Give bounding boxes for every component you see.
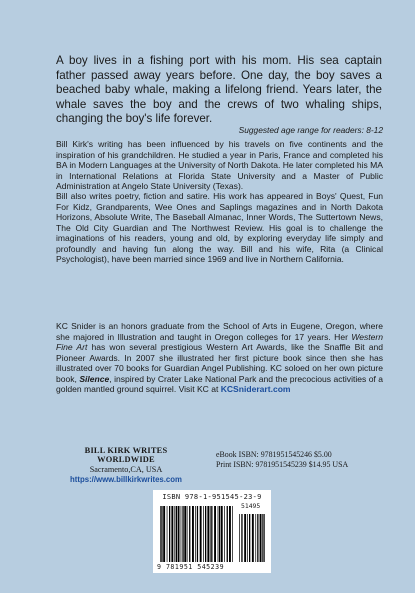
publisher-website-link[interactable]: https://www.billkirkwrites.com <box>70 475 182 484</box>
book-synopsis: A boy lives in a fishing port with his mom. His sea captain father passed away years before. One day, the boy saves a beached baby whale, making a lifelong friend. Years later, the whale saves the boy and the crews of two whaling ships, changing the boy's life forever. <box>56 54 382 126</box>
illustrator-bio-part1: KC Snider is an honors graduate from the School of Arts in Eugene, Oregon, where she majored in Illustration and taught in Oregon colleges for 17 years. Her <box>56 321 383 342</box>
western-fine-art-title: Western Fine Art <box>56 331 383 353</box>
illustrator-website-link[interactable]: KCSniderart.com <box>220 384 291 395</box>
barcode <box>153 490 271 573</box>
ebook-isbn: eBook ISBN: 9781951545246 $5.00 <box>216 450 332 459</box>
isbn-block <box>216 450 386 470</box>
illustrator-bio-part2: has won several prestigious Western Art Awards, like the Snaffle Bit and Pioneer Awards. In 2007 she illustrated her first picture book since then she has illustrated over 70 books for Guardian Angel Publishing. KC soloed on her own picture book, <box>56 342 383 384</box>
illustrator-bio-part3: , inspired by Crater Lake National Park and the precocious activities of a golden mantled ground squirrel. Visit KC at <box>56 373 383 395</box>
illustrator-bio <box>56 321 383 395</box>
author-bio-education: Bill Kirk's writing has been influenced by his travels on five continents and the inspiration of his grandchildren. He studied a year in Paris, France and completed his BA in Modern Languages at the University of North Dakota. He later completed his MA in International Relations at Florida State University and a Master of Public Administration at Angelo State University (Texas). <box>56 139 383 192</box>
barcode-isbn-label: ISBN 978-1-951545-23-9 <box>162 493 262 501</box>
barcode-digits: 9 781951 545239 <box>157 563 225 571</box>
publisher-city: Sacramento,CA, USA <box>89 465 163 474</box>
author-bio-writing: Bill also writes poetry, fiction and satire. His work has appeared in Boys' Quest, Fun For Kidz, Grandparents, Wee Ones and Saplings magazines and in North Dakota Horizons, Absolute Write, The Baseball Almanac, Inner Words, The Suttertown News, The Old City Guardian and The Northwest Review. His goal is to challenge the imaginations of his readers, young and old, by exploring everyday life simply and profoundly and having fun along the way. Bill and his wife, Rita (a Clinical Psychologist), have been married since 1969 and live in Northern California. <box>56 191 383 265</box>
publisher-block <box>56 446 196 484</box>
barcode-bars-icon <box>159 504 267 562</box>
age-range-note: Suggested age range for readers: 8-12 <box>238 125 383 135</box>
barcode-addon-number: 51495 <box>241 502 261 510</box>
silence-book-title: Silence <box>79 373 110 384</box>
print-isbn: Print ISBN: 9781951545239 $14.95 USA <box>216 460 349 469</box>
publisher-name: BILL KIRK WRITES WORLDWIDE <box>84 446 168 464</box>
